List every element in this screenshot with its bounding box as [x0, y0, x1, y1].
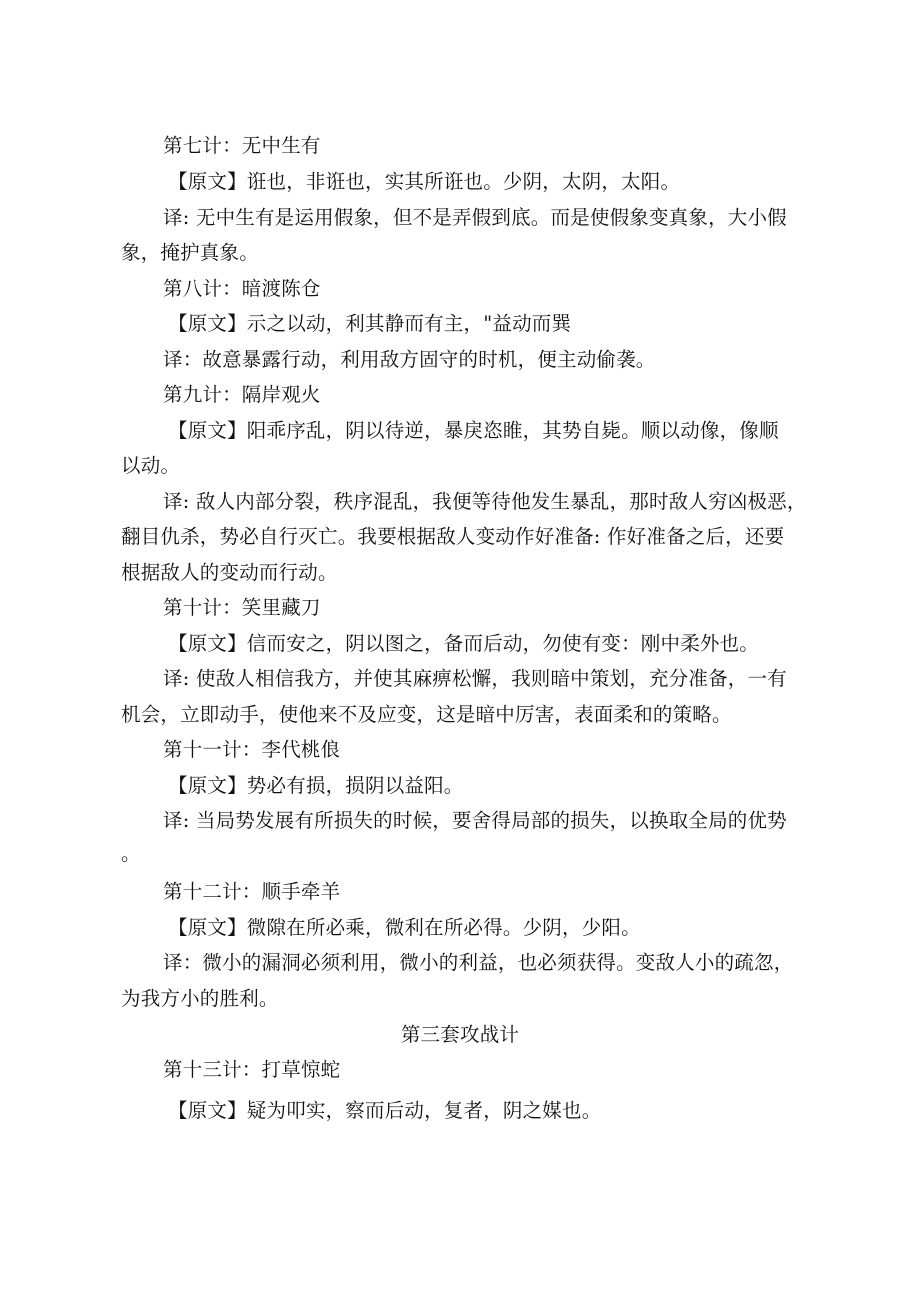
stratagem-12-original: 【原文】微隙在所必乘，微利在所必得。少阴，少阳。 [168, 916, 641, 939]
stratagem-10-original: 【原文】信而安之，阴以图之，备而后动，勿使有变：刚中柔外也。 [168, 632, 760, 655]
stratagem-10-translation-line-2: 机会，立即动手，使他来不及应变，这是暗中厉害，表面柔和的策略。 [121, 703, 732, 726]
stratagem-9-heading: 第九计：隔岸观火 [163, 383, 321, 406]
stratagem-9-translation-line-3: 根据敌人的变动而行动。 [121, 561, 338, 584]
stratagem-10-translation-line-1: 译: 使敌人相信我方，并使其麻痹松懈，我则暗中策划，充分准备，一有 [163, 667, 787, 690]
stratagem-7-original: 【原文】诳也，非诳也，实其所诳也。少阴，太阴，太阳。 [168, 170, 681, 193]
stratagem-11-heading: 第十一计：李代桃俍 [163, 738, 341, 761]
stratagem-8-translation: 译：故意暴露行动，利用敌方固守的时机，便主动偷袭。 [163, 348, 656, 371]
stratagem-11-translation-line-2: 。 [121, 842, 141, 865]
stratagem-13-original: 【原文】疑为叩实，察而后动，复者，阴之媒也。 [168, 1099, 602, 1122]
stratagem-12-heading: 第十二计：顺手牵羊 [163, 880, 341, 903]
stratagem-9-original-line-1: 【原文】阳乖序乱，阴以待逆，暴戾恣睢，其势自毙。顺以动像，像顺 [168, 419, 779, 442]
stratagem-13-heading: 第十三计：打草惊蛇 [163, 1058, 341, 1081]
section-title: 第三套攻战计 [400, 1023, 520, 1046]
stratagem-10-heading: 第十计：笑里藏刀 [163, 596, 321, 619]
stratagem-7-translation-line-1: 译: 无中生有是运用假象，但不是弄假到底。而是使假象变真象，大小假 [163, 206, 787, 229]
stratagem-8-original: 【原文】示之以动，利其静而有主，"益动而巽 [168, 312, 572, 335]
stratagem-7-translation-line-2: 象，掩护真象。 [121, 241, 259, 264]
stratagem-12-translation-line-2: 为我方小的胜利。 [121, 987, 279, 1010]
stratagem-8-heading: 第八计：暗渡陈仓 [163, 277, 321, 300]
stratagem-9-original-line-2: 以动。 [121, 454, 181, 477]
stratagem-12-translation-line-1: 译：微小的漏洞必须利用，微小的利益，也必须获得。变敌人小的疏忽， [163, 951, 794, 974]
stratagem-11-original: 【原文】势必有损，损阴以益阳。 [168, 774, 464, 797]
stratagem-9-translation-line-1: 译: 敌人内部分裂，秩序混乱，我便等待他发生暴乱，那时敌人穷凶极恶， [163, 490, 807, 513]
stratagem-9-translation-line-2: 翻目仇杀，势必自行灭亡。我要根据敌人变动作好准备: 作好准备之后，还要 [121, 525, 785, 548]
stratagem-7-heading: 第七计：无中生有 [163, 134, 321, 157]
stratagem-11-translation-line-1: 译: 当局势发展有所损失的时候，要舍得局部的损失，以换取全局的优势 [163, 809, 787, 832]
